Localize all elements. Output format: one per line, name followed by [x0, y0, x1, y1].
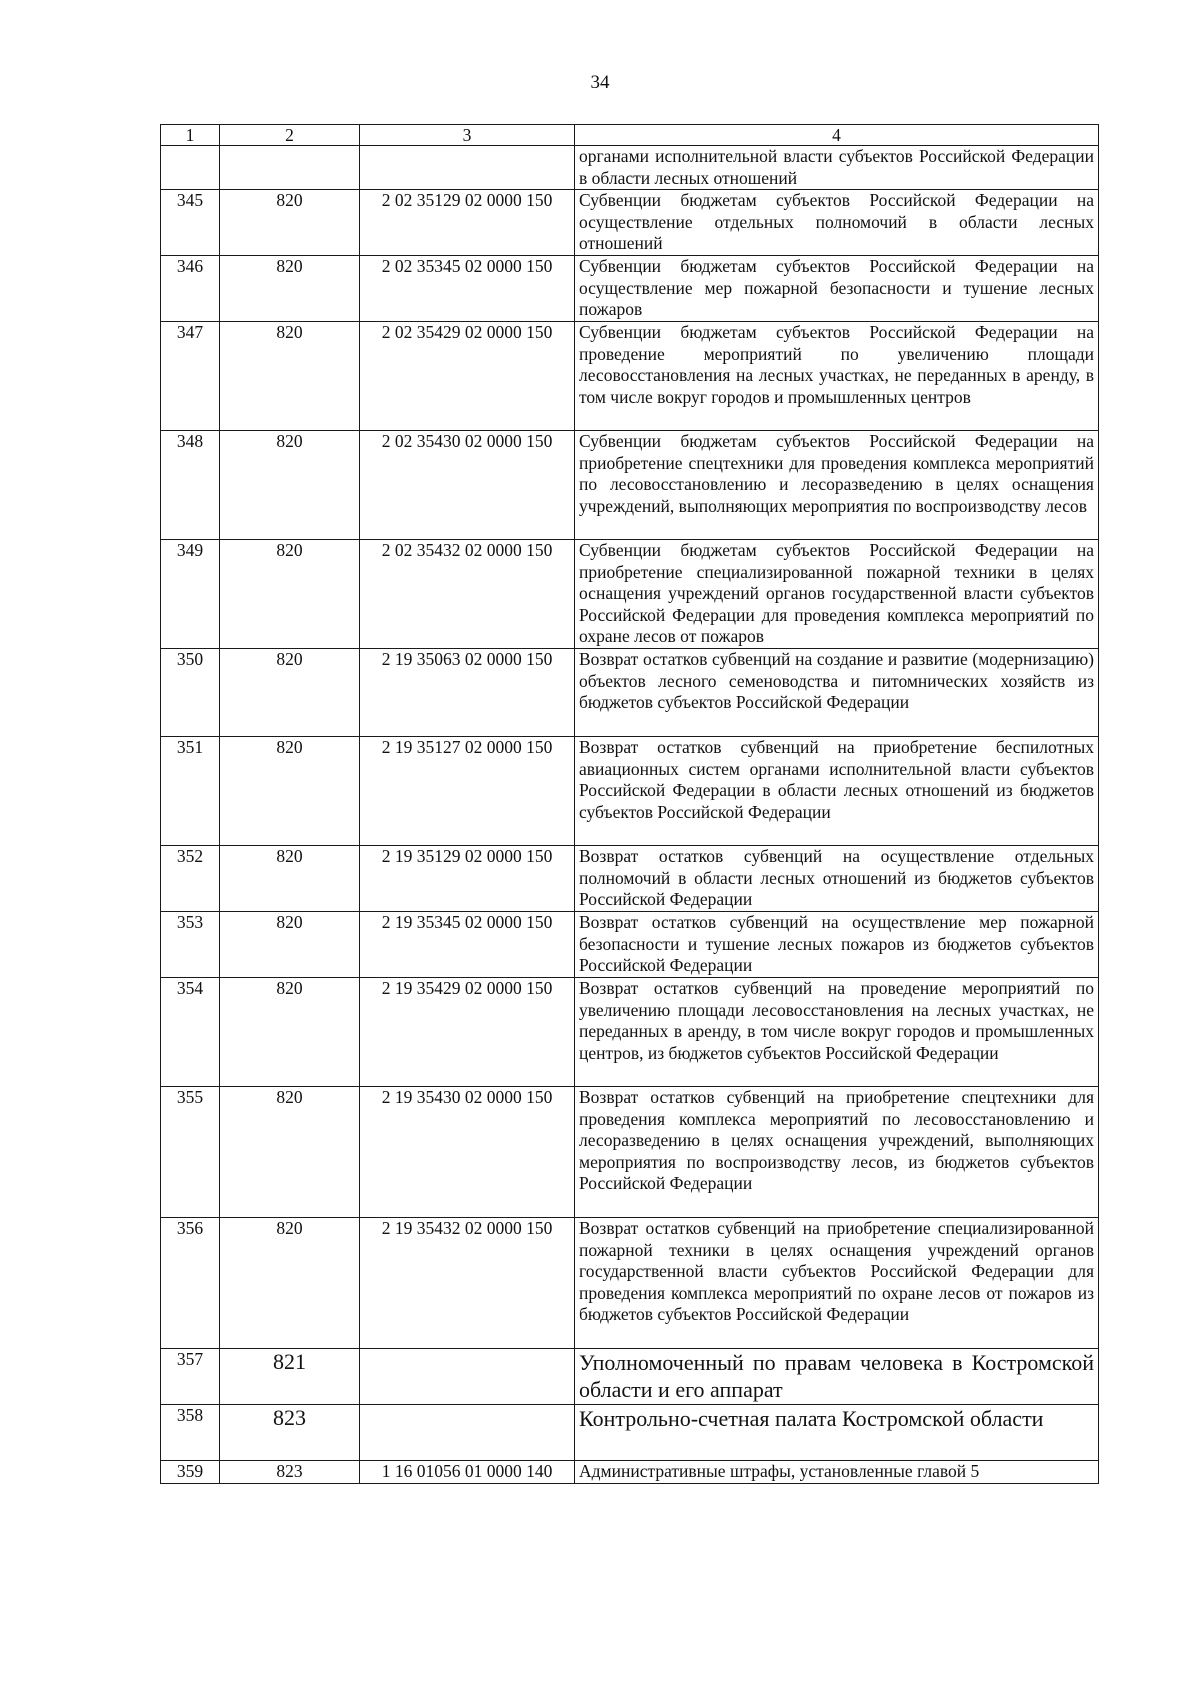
table-row [161, 846, 1099, 912]
table-row [161, 256, 1099, 322]
table-row [161, 1087, 1099, 1218]
revenue-code-cell [360, 146, 575, 190]
description-cell: Субвенции бюджетам субъектов Российской Федерации на осуществление отдельных полномочий в области лесных отношений [575, 190, 1099, 256]
admin-code-cell: 823 [220, 1461, 360, 1484]
row-number-cell: 359 [161, 1461, 220, 1484]
revenue-code-cell: 2 02 35430 02 0000 150 [360, 431, 575, 540]
table-row [161, 431, 1099, 540]
revenue-code-cell [360, 1405, 575, 1461]
column-header-2: 2 [220, 125, 360, 146]
row-number-cell: 358 [161, 1405, 220, 1461]
row-number-cell: 350 [161, 649, 220, 737]
revenue-code-cell: 2 19 35063 02 0000 150 [360, 649, 575, 737]
admin-code-cell: 820 [220, 846, 360, 912]
row-number-cell: 348 [161, 431, 220, 540]
revenue-code-cell: 2 19 35345 02 0000 150 [360, 912, 575, 978]
row-number-cell: 353 [161, 912, 220, 978]
row-number-cell: 354 [161, 978, 220, 1087]
table-row [161, 190, 1099, 256]
table-row [161, 1349, 1099, 1405]
revenue-code-cell [360, 1349, 575, 1405]
description-cell: Возврат остатков субвенций на приобретение беспилотных авиационных систем органами исполнительной власти субъектов Российской Федерации в области лесных отношений из бюджетов субъектов Российской Федерации [575, 737, 1099, 846]
row-number-cell: 346 [161, 256, 220, 322]
table-row [161, 978, 1099, 1087]
admin-code-cell: 823 [220, 1405, 360, 1461]
revenue-code-cell: 2 02 35432 02 0000 150 [360, 540, 575, 649]
row-number-cell: 347 [161, 322, 220, 431]
revenue-code-cell: 2 19 35432 02 0000 150 [360, 1218, 575, 1349]
row-number-cell: 357 [161, 1349, 220, 1405]
revenue-code-cell: 2 02 35429 02 0000 150 [360, 322, 575, 431]
description-cell: Возврат остатков субвенций на приобретение спецтехники для проведения комплекса мероприятий по лесовосстановлению и лесоразведению в целях оснащения учреждений, выполняющих мероприятия по воспроизводству лесов, из бюджетов субъектов Российской Федерации [575, 1087, 1099, 1218]
table-row-continuation [161, 146, 1099, 190]
column-header-3: 3 [360, 125, 575, 146]
row-number-cell: 352 [161, 846, 220, 912]
description-cell: Субвенции бюджетам субъектов Российской Федерации на осуществление мер пожарной безопасности и тушение лесных пожаров [575, 256, 1099, 322]
description-cell: Контрольно-счетная палата Костромской области [575, 1405, 1099, 1461]
row-number-cell: 351 [161, 737, 220, 846]
admin-code-cell: 820 [220, 912, 360, 978]
table-row [161, 737, 1099, 846]
description-cell: Возврат остатков субвенций на создание и развитие (модернизацию) объектов лесного семеноводства и питомнических хозяйств из бюджетов субъектов Российской Федерации [575, 649, 1099, 737]
admin-code-cell: 821 [220, 1349, 360, 1405]
row-number-cell: 349 [161, 540, 220, 649]
admin-code-cell: 820 [220, 649, 360, 737]
admin-code-cell: 820 [220, 256, 360, 322]
admin-code-cell: 820 [220, 190, 360, 256]
description-cell: Возврат остатков субвенций на приобретение специализированной пожарной техники в целях оснащения учреждений органов государственной власти субъектов Российской Федерации для проведения комплекса мероприятий по охране лесов от пожаров из бюджетов субъектов Российской Федерации [575, 1218, 1099, 1349]
column-number-header [161, 125, 1099, 146]
admin-code-cell: 820 [220, 431, 360, 540]
description-cell: Возврат остатков субвенций на проведение мероприятий по увеличению площади лесовосстановления на лесных участках, не переданных в аренду, в том числе вокруг городов и промышленных центров, из бюджетов субъектов Российской Федерации [575, 978, 1099, 1087]
table-row [161, 540, 1099, 649]
revenue-code-cell: 2 02 35345 02 0000 150 [360, 256, 575, 322]
revenue-code-cell: 2 19 35429 02 0000 150 [360, 978, 575, 1087]
description-cell: Субвенции бюджетам субъектов Российской Федерации на приобретение спецтехники для проведения комплекса мероприятий по лесовосстановлению и лесоразведению в целях оснащения учреждений, выполняющих мероприятия по воспроизводству лесов [575, 431, 1099, 540]
description-cell: органами исполнительной власти субъектов Российской Федерации в области лесных отношений [575, 146, 1099, 190]
description-cell: Возврат остатков субвенций на осуществление отдельных полномочий в области лесных отношений из бюджетов субъектов Российской Федерации [575, 846, 1099, 912]
revenue-code-cell: 2 19 35127 02 0000 150 [360, 737, 575, 846]
description-cell: Административные штрафы, установленные главой 5 [575, 1461, 1099, 1484]
admin-code-cell [220, 146, 360, 190]
table-row [161, 649, 1099, 737]
admin-code-cell: 820 [220, 540, 360, 649]
admin-code-cell: 820 [220, 1087, 360, 1218]
admin-code-cell: 820 [220, 1218, 360, 1349]
description-cell: Возврат остатков субвенций на осуществление мер пожарной безопасности и тушение лесных пожаров из бюджетов субъектов Российской Федерации [575, 912, 1099, 978]
table-row [161, 1218, 1099, 1349]
table-row [161, 912, 1099, 978]
revenue-code-cell: 2 02 35129 02 0000 150 [360, 190, 575, 256]
column-header-1: 1 [161, 125, 220, 146]
budget-revenue-table [160, 124, 1099, 1484]
admin-code-cell: 820 [220, 737, 360, 846]
row-number-cell [161, 146, 220, 190]
admin-code-cell: 820 [220, 322, 360, 431]
column-header-4: 4 [575, 125, 1099, 146]
row-number-cell: 355 [161, 1087, 220, 1218]
row-number-cell: 356 [161, 1218, 220, 1349]
admin-code-cell: 820 [220, 978, 360, 1087]
table-row [161, 1405, 1099, 1461]
revenue-code-cell: 2 19 35129 02 0000 150 [360, 846, 575, 912]
page-number: 34 [590, 72, 610, 93]
row-number-cell: 345 [161, 190, 220, 256]
description-cell: Субвенции бюджетам субъектов Российской Федерации на проведение мероприятий по увеличению площади лесовосстановления на лесных участках, не переданных в аренду, в том числе вокруг городов и промышленных центров [575, 322, 1099, 431]
description-cell: Уполномоченный по правам человека в Костромской области и его аппарат [575, 1349, 1099, 1405]
table-row [161, 1461, 1099, 1484]
revenue-code-cell: 1 16 01056 01 0000 140 [360, 1461, 575, 1484]
description-cell: Субвенции бюджетам субъектов Российской Федерации на приобретение специализированной пожарной техники в целях оснащения учреждений органов государственной власти субъектов Российской Федерации для проведения комплекса мероприятий по охране лесов от пожаров [575, 540, 1099, 649]
table-row [161, 322, 1099, 431]
revenue-code-cell: 2 19 35430 02 0000 150 [360, 1087, 575, 1218]
